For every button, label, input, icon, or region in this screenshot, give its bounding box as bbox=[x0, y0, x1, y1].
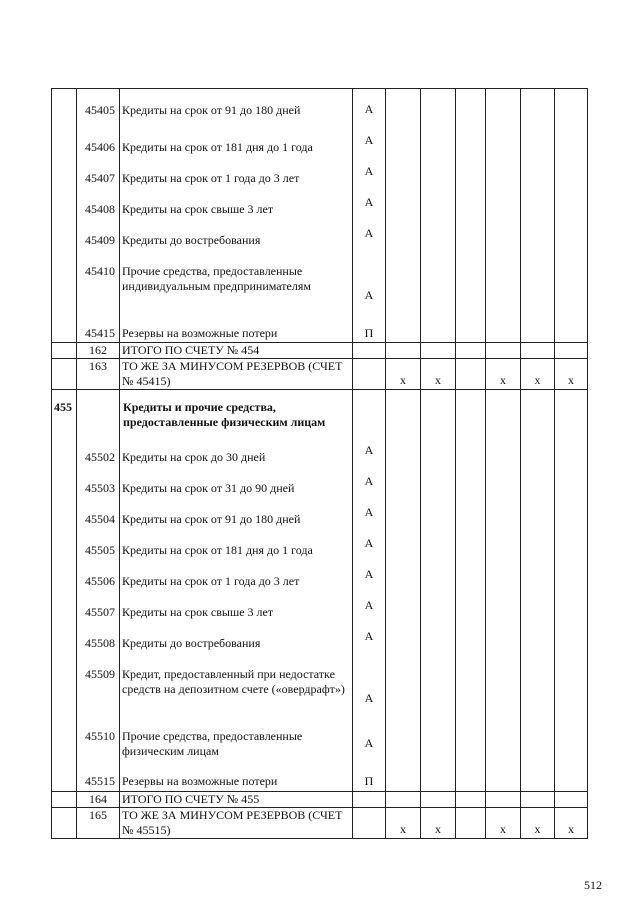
flag-cell bbox=[555, 188, 588, 219]
section-cell bbox=[52, 312, 77, 343]
flag-cell bbox=[456, 622, 486, 653]
flag-cell bbox=[456, 126, 486, 157]
flag-cell bbox=[456, 312, 486, 343]
section-number: 455 bbox=[52, 390, 77, 436]
total-row bbox=[52, 792, 588, 808]
account-name: Кредиты на срок от 91 до 180 дней bbox=[120, 89, 353, 126]
account-name: Кредиты на срок свыше 3 лет bbox=[120, 188, 353, 219]
net-label: ТО ЖЕ ЗА МИНУСОМ РЕЗЕРВОВ (СЧЕТ № 45415) bbox=[120, 359, 353, 390]
flag-cell bbox=[456, 436, 486, 467]
account-row bbox=[52, 529, 588, 560]
flag-cell bbox=[521, 792, 555, 808]
flag-cell bbox=[486, 312, 521, 343]
flag-cell bbox=[555, 760, 588, 792]
account-name: Кредиты на срок от 181 дня до 1 года bbox=[120, 126, 353, 157]
flag-cell bbox=[386, 188, 421, 219]
account-type bbox=[353, 343, 386, 359]
flag-cell bbox=[386, 467, 421, 498]
account-code: 45506 bbox=[77, 560, 120, 591]
flag-cell bbox=[521, 760, 555, 792]
flag-cell bbox=[386, 792, 421, 808]
total-label: ИТОГО ПО СЧЕТУ № 455 bbox=[120, 792, 353, 808]
account-type: А bbox=[353, 529, 386, 560]
account-type: А bbox=[353, 622, 386, 653]
account-type: А bbox=[353, 126, 386, 157]
flag-cell bbox=[486, 560, 521, 591]
flag-cell bbox=[521, 436, 555, 467]
account-type: А bbox=[353, 250, 386, 312]
flag-cell bbox=[421, 312, 456, 343]
account-type: А bbox=[353, 157, 386, 188]
flag-cell bbox=[521, 622, 555, 653]
section-cell bbox=[52, 622, 77, 653]
flag-cell bbox=[386, 157, 421, 188]
section-cell bbox=[52, 219, 77, 250]
flag-cell bbox=[456, 157, 486, 188]
flag-cell bbox=[486, 622, 521, 653]
account-code: 45415 bbox=[77, 312, 120, 343]
flag-cell bbox=[421, 760, 456, 792]
flag-cell bbox=[486, 792, 521, 808]
flag-cell bbox=[421, 157, 456, 188]
flag-cell bbox=[421, 188, 456, 219]
account-row bbox=[52, 591, 588, 622]
flag-cell bbox=[421, 498, 456, 529]
account-code: 45508 bbox=[77, 622, 120, 653]
account-row bbox=[52, 467, 588, 498]
net-label: ТО ЖЕ ЗА МИНУСОМ РЕЗЕРВОВ (СЧЕТ № 45515) bbox=[120, 808, 353, 839]
account-row bbox=[52, 219, 588, 250]
section-cell bbox=[52, 359, 77, 390]
flag-cell bbox=[521, 591, 555, 622]
flag-cell: х bbox=[555, 359, 588, 390]
account-row bbox=[52, 498, 588, 529]
account-type: А bbox=[353, 188, 386, 219]
flag-cell bbox=[386, 312, 421, 343]
flag-cell bbox=[421, 622, 456, 653]
flag-cell: х bbox=[555, 808, 588, 839]
flag-cell bbox=[421, 126, 456, 157]
section-cell bbox=[52, 792, 77, 808]
section-cell bbox=[52, 250, 77, 312]
flag-cell bbox=[521, 653, 555, 715]
flag-cell bbox=[486, 529, 521, 560]
account-type: А bbox=[353, 219, 386, 250]
account-code: 45408 bbox=[77, 188, 120, 219]
flag-cell bbox=[486, 126, 521, 157]
section-title: Кредиты и прочие средства, предоставленные физическим лицам bbox=[120, 390, 353, 436]
flag-cell bbox=[555, 622, 588, 653]
flag-cell bbox=[486, 467, 521, 498]
account-code: 45504 bbox=[77, 498, 120, 529]
flag-cell bbox=[555, 498, 588, 529]
account-code bbox=[77, 390, 120, 436]
section-cell bbox=[52, 591, 77, 622]
account-code: 45515 bbox=[77, 760, 120, 792]
flag-cell bbox=[486, 219, 521, 250]
flag-cell bbox=[486, 250, 521, 312]
account-code: 45406 bbox=[77, 126, 120, 157]
flag-cell bbox=[555, 436, 588, 467]
flag-cell bbox=[555, 653, 588, 715]
account-code: 45405 bbox=[77, 89, 120, 126]
flag-cell bbox=[555, 126, 588, 157]
account-type bbox=[353, 792, 386, 808]
flag-cell bbox=[421, 792, 456, 808]
account-type: А bbox=[353, 591, 386, 622]
account-name: Кредиты на срок свыше 3 лет bbox=[120, 591, 353, 622]
section-cell bbox=[52, 436, 77, 467]
account-row bbox=[52, 250, 588, 312]
account-type: А bbox=[353, 89, 386, 126]
section-cell bbox=[52, 498, 77, 529]
row-number: 164 bbox=[77, 792, 120, 808]
row-number: 163 bbox=[77, 359, 120, 390]
flag-cell bbox=[456, 591, 486, 622]
flag-cell bbox=[486, 188, 521, 219]
row-number: 165 bbox=[77, 808, 120, 839]
flag-cell bbox=[421, 653, 456, 715]
flag-cell bbox=[456, 390, 486, 436]
flag-cell bbox=[521, 529, 555, 560]
flag-cell bbox=[386, 760, 421, 792]
section-cell bbox=[52, 126, 77, 157]
flag-cell bbox=[386, 436, 421, 467]
account-type bbox=[353, 808, 386, 839]
flag-cell bbox=[521, 219, 555, 250]
flag-cell bbox=[521, 467, 555, 498]
flag-cell bbox=[386, 560, 421, 591]
account-row bbox=[52, 760, 588, 792]
flag-cell bbox=[521, 312, 555, 343]
account-name: Кредит, предоставленный при недостатке средств на депозитном счете («овердрафт») bbox=[120, 653, 353, 715]
flag-cell bbox=[486, 390, 521, 436]
section-cell bbox=[52, 188, 77, 219]
account-row bbox=[52, 653, 588, 715]
account-type: П bbox=[353, 760, 386, 792]
flag-cell bbox=[421, 715, 456, 760]
account-code: 45503 bbox=[77, 467, 120, 498]
chart-of-accounts-table bbox=[51, 88, 588, 839]
flag-cell bbox=[456, 560, 486, 591]
account-row bbox=[52, 436, 588, 467]
account-type: А bbox=[353, 715, 386, 760]
account-name: Прочие средства, предоставленные физическим лицам bbox=[120, 715, 353, 760]
section-cell bbox=[52, 760, 77, 792]
flag-cell bbox=[486, 760, 521, 792]
flag-cell bbox=[421, 560, 456, 591]
flag-cell bbox=[456, 467, 486, 498]
account-row bbox=[52, 157, 588, 188]
flag-cell bbox=[421, 343, 456, 359]
flag-cell bbox=[555, 312, 588, 343]
flag-cell: х bbox=[486, 359, 521, 390]
flag-cell bbox=[456, 715, 486, 760]
account-name: Кредиты на срок до 30 дней bbox=[120, 436, 353, 467]
flag-cell: х bbox=[386, 359, 421, 390]
flag-cell bbox=[386, 343, 421, 359]
flag-cell bbox=[486, 157, 521, 188]
flag-cell bbox=[456, 343, 486, 359]
flag-cell bbox=[421, 219, 456, 250]
flag-cell bbox=[521, 343, 555, 359]
account-type: А bbox=[353, 560, 386, 591]
flag-cell bbox=[386, 622, 421, 653]
flag-cell bbox=[456, 653, 486, 715]
account-name: Кредиты до востребования bbox=[120, 622, 353, 653]
flag-cell bbox=[521, 157, 555, 188]
account-code: 45410 bbox=[77, 250, 120, 312]
net-row bbox=[52, 359, 588, 390]
section-cell bbox=[52, 89, 77, 126]
flag-cell bbox=[421, 250, 456, 312]
flag-cell bbox=[486, 498, 521, 529]
section-cell bbox=[52, 808, 77, 839]
flag-cell bbox=[521, 126, 555, 157]
flag-cell bbox=[386, 126, 421, 157]
account-code: 45507 bbox=[77, 591, 120, 622]
flag-cell bbox=[456, 219, 486, 250]
section-cell bbox=[52, 343, 77, 359]
section-cell bbox=[52, 467, 77, 498]
flag-cell bbox=[521, 498, 555, 529]
flag-cell bbox=[486, 653, 521, 715]
flag-cell bbox=[421, 390, 456, 436]
flag-cell bbox=[386, 653, 421, 715]
account-type: А bbox=[353, 653, 386, 715]
flag-cell bbox=[555, 591, 588, 622]
total-label: ИТОГО ПО СЧЕТУ № 454 bbox=[120, 343, 353, 359]
flag-cell bbox=[521, 715, 555, 760]
flag-cell: х bbox=[521, 359, 555, 390]
section-cell bbox=[52, 560, 77, 591]
account-type bbox=[353, 359, 386, 390]
flag-cell bbox=[456, 188, 486, 219]
flag-cell bbox=[486, 436, 521, 467]
account-row bbox=[52, 715, 588, 760]
account-code: 45509 bbox=[77, 653, 120, 715]
flag-cell bbox=[521, 390, 555, 436]
account-code: 45505 bbox=[77, 529, 120, 560]
account-name: Резервы на возможные потери bbox=[120, 312, 353, 343]
flag-cell bbox=[421, 89, 456, 126]
section-cell bbox=[52, 157, 77, 188]
flag-cell bbox=[456, 529, 486, 560]
net-row bbox=[52, 808, 588, 839]
account-type: А bbox=[353, 498, 386, 529]
flag-cell: х bbox=[386, 808, 421, 839]
flag-cell: х bbox=[421, 808, 456, 839]
account-name: Кредиты на срок от 1 года до 3 лет bbox=[120, 157, 353, 188]
account-row bbox=[52, 622, 588, 653]
account-row bbox=[52, 89, 588, 126]
account-row bbox=[52, 188, 588, 219]
flag-cell bbox=[555, 529, 588, 560]
flag-cell bbox=[521, 560, 555, 591]
account-name: Резервы на возможные потери bbox=[120, 760, 353, 792]
total-row bbox=[52, 343, 588, 359]
flag-cell bbox=[521, 89, 555, 126]
flag-cell bbox=[555, 715, 588, 760]
flag-cell bbox=[456, 250, 486, 312]
page-number: 512 bbox=[584, 878, 602, 892]
flag-cell bbox=[421, 591, 456, 622]
account-name: Кредиты на срок от 1 года до 3 лет bbox=[120, 560, 353, 591]
account-code: 45510 bbox=[77, 715, 120, 760]
flag-cell bbox=[555, 390, 588, 436]
flag-cell: х bbox=[486, 808, 521, 839]
account-name: Кредиты до востребования bbox=[120, 219, 353, 250]
flag-cell bbox=[386, 498, 421, 529]
flag-cell bbox=[386, 715, 421, 760]
account-code: 45409 bbox=[77, 219, 120, 250]
flag-cell bbox=[386, 529, 421, 560]
flag-cell bbox=[555, 467, 588, 498]
flag-cell bbox=[521, 250, 555, 312]
flag-cell bbox=[456, 89, 486, 126]
account-code: 45502 bbox=[77, 436, 120, 467]
account-name: Кредиты на срок от 91 до 180 дней bbox=[120, 498, 353, 529]
account-type: П bbox=[353, 312, 386, 343]
section-cell bbox=[52, 653, 77, 715]
account-row bbox=[52, 560, 588, 591]
flag-cell bbox=[421, 467, 456, 498]
flag-cell bbox=[521, 188, 555, 219]
flag-cell bbox=[555, 219, 588, 250]
flag-cell: х bbox=[521, 808, 555, 839]
flag-cell bbox=[456, 760, 486, 792]
section-header-row bbox=[52, 390, 588, 436]
flag-cell bbox=[421, 529, 456, 560]
flag-cell bbox=[386, 390, 421, 436]
flag-cell bbox=[486, 89, 521, 126]
account-name: Кредиты на срок от 181 дня до 1 года bbox=[120, 529, 353, 560]
account-type bbox=[353, 390, 386, 436]
flag-cell bbox=[421, 436, 456, 467]
flag-cell bbox=[555, 157, 588, 188]
flag-cell bbox=[555, 250, 588, 312]
flag-cell bbox=[456, 808, 486, 839]
account-type: А bbox=[353, 467, 386, 498]
account-row bbox=[52, 312, 588, 343]
flag-cell bbox=[386, 250, 421, 312]
flag-cell bbox=[555, 560, 588, 591]
account-name: Прочие средства, предоставленные индивидуальным предпринимателям bbox=[120, 250, 353, 312]
account-code: 45407 bbox=[77, 157, 120, 188]
flag-cell bbox=[386, 591, 421, 622]
flag-cell bbox=[456, 359, 486, 390]
flag-cell bbox=[486, 715, 521, 760]
account-name: Кредиты на срок от 31 до 90 дней bbox=[120, 467, 353, 498]
flag-cell bbox=[456, 498, 486, 529]
flag-cell bbox=[555, 89, 588, 126]
flag-cell bbox=[555, 343, 588, 359]
section-cell bbox=[52, 529, 77, 560]
flag-cell bbox=[386, 89, 421, 126]
flag-cell bbox=[456, 792, 486, 808]
account-type: А bbox=[353, 436, 386, 467]
flag-cell bbox=[386, 219, 421, 250]
ledger-body bbox=[52, 89, 588, 839]
section-cell bbox=[52, 715, 77, 760]
row-number: 162 bbox=[77, 343, 120, 359]
account-row bbox=[52, 126, 588, 157]
flag-cell: х bbox=[421, 359, 456, 390]
flag-cell bbox=[486, 343, 521, 359]
flag-cell bbox=[555, 792, 588, 808]
flag-cell bbox=[486, 591, 521, 622]
